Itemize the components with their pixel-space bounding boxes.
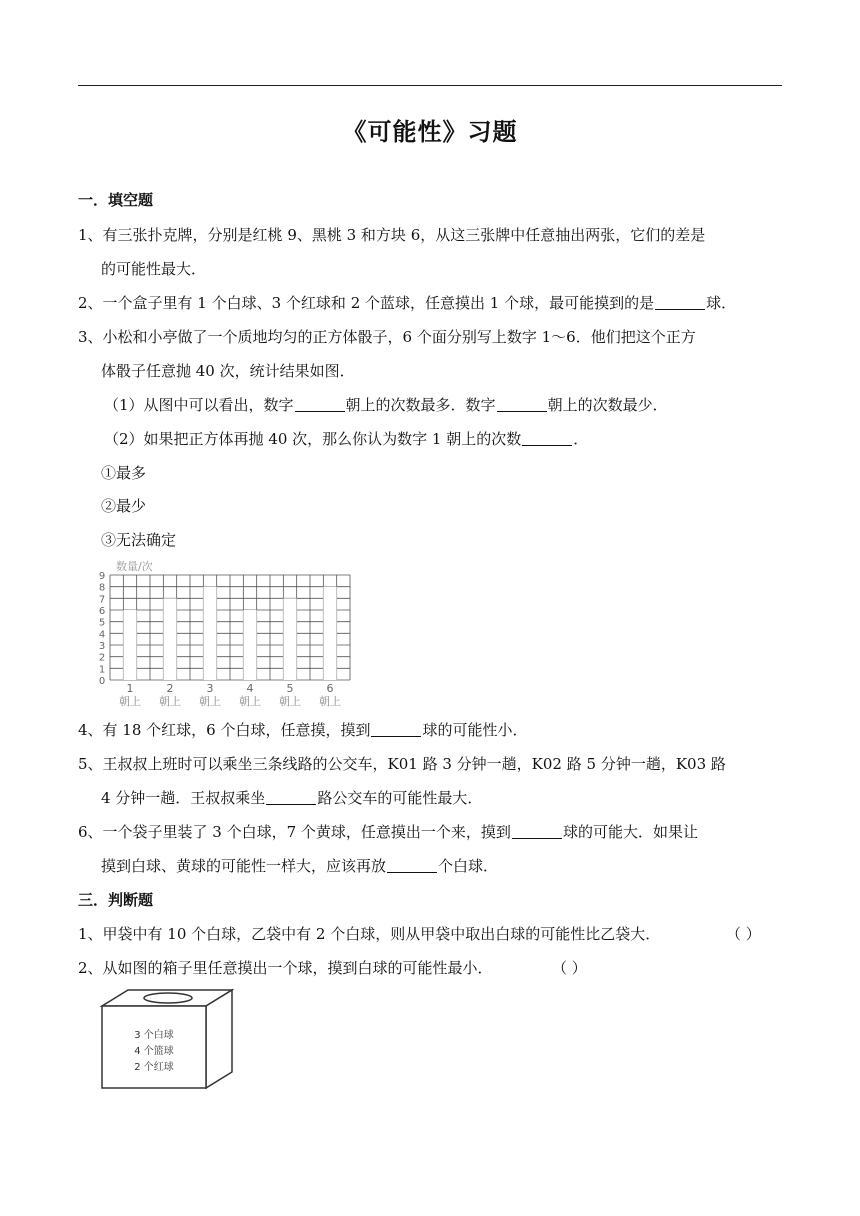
chart-ytick-9: 9 <box>98 571 106 582</box>
q5-answer-blank[interactable] <box>266 789 316 805</box>
chart-xtick-suffix-3: 朝上 <box>199 695 221 708</box>
chart-xtick-3: 3 <box>206 682 214 695</box>
chart-xtick-4: 4 <box>246 682 254 695</box>
chart-bar-4 <box>243 610 256 680</box>
section-heading-judge: 三．判断题 <box>78 891 154 909</box>
question-3-sub-2 <box>104 429 588 449</box>
chart-ytick-0: 0 <box>98 676 106 687</box>
question-3-sub-1 <box>104 395 668 415</box>
chart-ytick-6: 6 <box>98 606 106 617</box>
chart-yticks <box>99 571 105 687</box>
chart-xtick-1: 1 <box>126 682 134 695</box>
box-side <box>206 990 232 1088</box>
judge-1: 1、甲袋中有 10 个白球，乙袋中有 2 个白球，则从甲袋中取出白球的可能性比乙袋大． <box>78 925 661 943</box>
q6-answer-blank-2[interactable] <box>387 857 437 873</box>
chart-ytick-5: 5 <box>98 617 106 629</box>
chart-xtick-5: 5 <box>286 682 294 695</box>
q5-text-pre: 4 分钟一趟．王叔叔乘坐 <box>101 789 266 807</box>
chart-bar-5 <box>283 598 296 680</box>
q3-sub2-pre: （2）如果把正方体再抛 40 次，那么你认为数字 1 朝上的次数 <box>104 430 522 448</box>
chart-grid <box>110 575 350 680</box>
q4-text-post: 球的可能性小． <box>422 721 528 739</box>
box-label-red: 2 个红球 <box>134 1062 174 1073</box>
q2-text-post: 球． <box>706 294 737 312</box>
q3-sub1-blank-2[interactable] <box>497 396 547 412</box>
box-opening <box>144 993 192 1003</box>
question-5-line-1: 5、王叔叔上班时可以乘坐三条线路的公交车，K01 路 3 分钟一趟，K02 路 5 分钟一趟，K03 路 <box>78 755 726 773</box>
q3-sub1-mid: 朝上的次数最多．数字 <box>345 396 496 414</box>
question-3-line-1: 3、小松和小亭做了一个质地均匀的正方体骰子，6 个面分别写上数字 1～6．他们把这个正方 <box>78 328 696 346</box>
chart-ytick-8: 8 <box>98 582 106 594</box>
question-1-line-1: 1、有三张扑克牌，分别是红桃 9、黑桃 3 和方块 6，从这三张牌中任意抽出两张，它们的差是 <box>78 226 706 244</box>
option-3: ③无法确定 <box>101 531 177 549</box>
q6-line2-pre: 摸到白球、黄球的可能性一样大，应该再放 <box>101 857 387 875</box>
chart-xtick-suffix-5: 朝上 <box>279 695 301 708</box>
chart-xtick-2: 2 <box>166 682 174 695</box>
question-4 <box>78 720 528 740</box>
option-1: ①最多 <box>101 464 147 482</box>
box-label-blue: 4 个篮球 <box>134 1046 174 1057</box>
option-2: ②最少 <box>101 497 147 515</box>
section-heading-fill: 一．填空题 <box>78 191 154 209</box>
chart-bar-1 <box>123 610 136 680</box>
q3-sub1-pre: （1）从图中可以看出，数字 <box>104 396 294 414</box>
chart-ylabel: 数量/次 <box>116 560 153 573</box>
q2-text-pre: 2、一个盒子里有 1 个白球、3 个红球和 2 个蓝球，任意摸出 1 个球，最可能摸到的是 <box>78 294 655 312</box>
judge-2: 2、从如图的箱子里任意摸出一个球，摸到白球的可能性最小． <box>78 959 493 977</box>
judge-2-bracket[interactable]: （ ） <box>552 959 587 977</box>
question-6-line-2 <box>101 856 498 876</box>
question-6-line-1 <box>78 822 698 842</box>
q6-line1-pre: 6、一个袋子里装了 3 个白球，7 个黄球，任意摸出一个来，摸到 <box>78 823 511 841</box>
question-5-line-2 <box>101 788 482 808</box>
chart-bar-6 <box>323 587 336 680</box>
q4-answer-blank[interactable] <box>371 721 421 737</box>
q5-text-post: 路公交车的可能性最大． <box>317 789 483 807</box>
q3-sub1-post: 朝上的次数最少． <box>547 396 668 414</box>
q6-line2-post: 个白球． <box>438 857 499 875</box>
chart-ytick-2: 2 <box>98 652 106 664</box>
chart-xtick-suffix-4: 朝上 <box>239 695 261 708</box>
header-rule <box>78 85 782 86</box>
q3-sub2-blank[interactable] <box>522 430 572 446</box>
q4-text-pre: 4、有 18 个红球，6 个白球，任意摸，摸到 <box>78 721 371 739</box>
q2-answer-blank[interactable] <box>655 294 705 310</box>
question-3-line-2: 体骰子任意抛 40 次，统计结果如图． <box>101 362 355 380</box>
judge-1-bracket[interactable]: （ ） <box>726 925 761 943</box>
chart-ytick-3: 3 <box>98 641 106 652</box>
chart-bar-3 <box>203 587 216 680</box>
dice-bar-chart <box>96 556 361 708</box>
chart-xtick-suffix-2: 朝上 <box>159 695 181 708</box>
chart-ytick-1: 1 <box>98 664 106 676</box>
chart-xtick-suffix-6: 朝上 <box>319 695 341 708</box>
chart-ytick-7: 7 <box>98 594 106 606</box>
chart-xtick-6: 6 <box>326 682 334 695</box>
question-2 <box>78 293 736 313</box>
q3-sub2-post: ． <box>573 430 589 448</box>
page-title: 《可能性》习题 <box>342 117 518 146</box>
box-label-white: 3 个白球 <box>134 1030 174 1041</box>
q6-line1-post: 球的可能大．如果让 <box>562 823 698 841</box>
question-1-line-2: 的可能性最大． <box>101 260 207 278</box>
ball-box-illustration <box>96 984 236 1094</box>
chart-xticks <box>119 682 341 708</box>
chart-bar-2 <box>163 598 176 680</box>
chart-xtick-suffix-1: 朝上 <box>119 695 141 708</box>
q3-sub1-blank-1[interactable] <box>295 396 345 412</box>
chart-ytick-4: 4 <box>98 629 106 641</box>
q6-answer-blank-1[interactable] <box>512 823 562 839</box>
